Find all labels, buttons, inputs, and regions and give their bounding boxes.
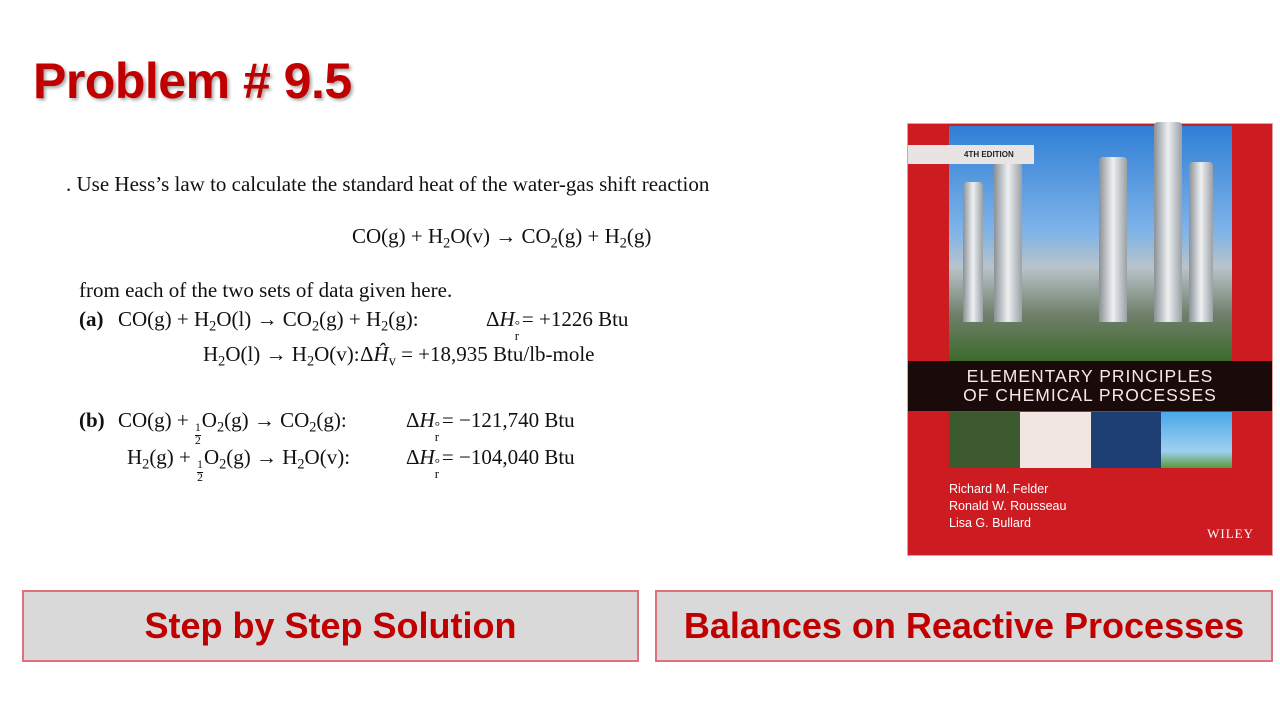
part-b-reaction-2 <box>127 445 350 484</box>
eq-text: O(v): <box>314 342 360 366</box>
edition-label: 4TH EDITION <box>908 145 1034 164</box>
author: Lisa G. Bullard <box>949 516 1031 530</box>
eq-symbol: H <box>419 445 435 469</box>
eq-text: O(l) → CO <box>216 307 312 331</box>
eq-text: = +18,935 Btu/lb-mole <box>395 342 595 366</box>
eq-subscript: 2 <box>209 318 217 335</box>
eq-subscript: 2 <box>550 235 558 252</box>
author: Ronald W. Rousseau <box>949 499 1067 513</box>
eq-text: Δ <box>406 408 420 432</box>
eq-text: (g): <box>388 307 419 331</box>
step-by-step-solution-button[interactable]: Step by Step Solution <box>22 590 639 662</box>
eq-subscript: 2 <box>443 235 451 252</box>
part-b-enthalpy-1 <box>406 408 575 443</box>
eq-supsub: ° r <box>434 417 440 445</box>
eq-fraction: $\frac{1}{2}$ <box>197 459 203 484</box>
eq-text: = −104,040 Btu <box>441 445 575 469</box>
dna-image <box>1020 412 1091 468</box>
eq-text: CO(g) + H <box>118 307 210 331</box>
eq-text: Δ <box>406 445 420 469</box>
part-b-label: (b) <box>79 408 105 432</box>
balances-on-reactive-processes-button[interactable]: Balances on Reactive Processes <box>655 590 1273 662</box>
cover-image-strip <box>949 412 1232 468</box>
eq-text: O(l) → H <box>225 342 307 366</box>
eq-text: (g) + H <box>319 307 382 331</box>
part-a-label: (a) <box>79 307 104 331</box>
part-b-reaction-1 <box>118 408 347 447</box>
book-title-line-1: ELEMENTARY PRINCIPLES <box>966 366 1214 386</box>
eq-text: (g) → H <box>226 445 298 469</box>
eq-subscript: 2 <box>619 235 627 252</box>
eq-subscript: 2 <box>311 318 320 335</box>
from-text: from each of the two sets of data given here. <box>79 278 453 302</box>
eq-subscript: 2 <box>216 419 225 436</box>
eq-supsub: ° r <box>434 454 440 482</box>
eq-text: (g) → CO <box>224 408 310 432</box>
main-reaction <box>352 224 652 252</box>
eq-text: O(v) → CO <box>450 224 551 248</box>
publisher-logo: WILEY <box>1207 526 1254 541</box>
part-a-enthalpy-2 <box>360 342 595 370</box>
eq-text: = +1226 Btu <box>521 307 629 331</box>
eq-symbol: H <box>499 307 515 331</box>
eq-text: Δ <box>486 307 500 331</box>
book-authors <box>949 481 1066 532</box>
book-title-line-2: OF CHEMICAL PROCESSES <box>963 385 1217 405</box>
book-cover <box>907 123 1273 556</box>
part-a-reaction-1 <box>118 307 419 335</box>
part-b-enthalpy-2 <box>406 445 575 480</box>
eq-text: CO(g) + H <box>352 224 444 248</box>
part-a-enthalpy-1 <box>486 307 628 342</box>
eq-text: O <box>203 445 220 469</box>
eq-text: O(v): <box>304 445 351 469</box>
eq-text: Δ <box>360 342 374 366</box>
eq-subscript: 2 <box>297 456 305 473</box>
eq-subscript: 2 <box>381 318 389 335</box>
slide-title: Problem # 9.5 <box>33 53 352 109</box>
author: Richard M. Felder <box>949 482 1049 496</box>
eq-text: (g) + H <box>557 224 620 248</box>
eq-subscript: 2 <box>306 353 315 370</box>
eq-supsub: ° r <box>514 316 520 344</box>
problem-intro: . Use Hess’s law to calculate the standard heat of the water-gas shift reaction <box>66 172 710 196</box>
part-a-reaction-2 <box>203 342 360 370</box>
eq-text: CO(g) + <box>118 408 195 432</box>
eq-text: (g): <box>316 408 347 432</box>
eq-text: H <box>127 445 143 469</box>
eq-subscript: v <box>388 353 396 370</box>
eq-text: H <box>203 342 219 366</box>
eq-text: (g) <box>626 224 652 248</box>
circuit-image <box>949 412 1020 468</box>
eq-subscript: 2 <box>219 456 227 473</box>
book-title <box>908 361 1272 411</box>
eq-symbol: Ĥ <box>373 342 389 366</box>
solar-image <box>1161 412 1232 468</box>
eq-subscript: 2 <box>218 353 226 370</box>
eq-text: O <box>201 408 217 432</box>
eq-fraction: $\frac{1}{2}$ <box>195 422 201 447</box>
eq-subscript: 2 <box>142 456 150 473</box>
eq-text: (g) + <box>149 445 197 469</box>
eq-subscript: 2 <box>309 419 317 436</box>
eq-symbol: H <box>419 408 435 432</box>
anatomy-image <box>1091 412 1162 468</box>
eq-text: = −121,740 Btu <box>441 408 575 432</box>
